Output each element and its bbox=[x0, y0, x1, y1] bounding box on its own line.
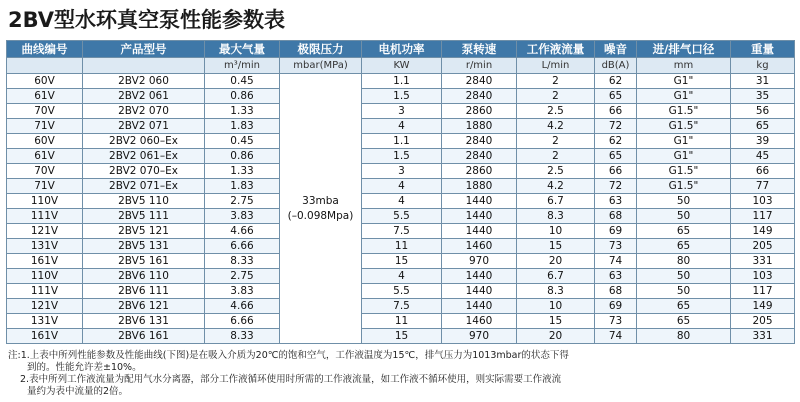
header-cell: 噪音 bbox=[595, 41, 637, 58]
weight-cell: 205 bbox=[731, 239, 795, 254]
port-size-cell: 65 bbox=[637, 314, 731, 329]
performance-table bbox=[6, 40, 795, 344]
pump-speed-cell: 2840 bbox=[442, 89, 517, 104]
model-cell: 2BV2 070 bbox=[83, 104, 205, 119]
table-row bbox=[7, 209, 795, 224]
port-size-cell: 50 bbox=[637, 194, 731, 209]
noise-cell: 65 bbox=[595, 89, 637, 104]
max-airflow-cell: 3.83 bbox=[205, 284, 280, 299]
max-airflow-cell: 1.33 bbox=[205, 104, 280, 119]
pump-speed-cell: 2840 bbox=[442, 134, 517, 149]
port-size-cell: G1" bbox=[637, 149, 731, 164]
pump-speed-cell: 2840 bbox=[442, 149, 517, 164]
curve-id-cell: 60V bbox=[7, 134, 83, 149]
pump-speed-cell: 1440 bbox=[442, 209, 517, 224]
curve-id-cell: 161V bbox=[7, 329, 83, 344]
header-cell: 最大气量 bbox=[205, 41, 280, 58]
port-size-cell: 50 bbox=[637, 209, 731, 224]
motor-power-cell: 3 bbox=[362, 104, 442, 119]
max-airflow-cell: 3.83 bbox=[205, 209, 280, 224]
motor-power-cell: 15 bbox=[362, 254, 442, 269]
pump-speed-cell: 1440 bbox=[442, 284, 517, 299]
weight-cell: 77 bbox=[731, 179, 795, 194]
model-cell: 2BV5 111 bbox=[83, 209, 205, 224]
noise-cell: 73 bbox=[595, 239, 637, 254]
noise-cell: 69 bbox=[595, 224, 637, 239]
weight-cell: 205 bbox=[731, 314, 795, 329]
motor-power-cell: 4 bbox=[362, 194, 442, 209]
model-cell: 2BV5 110 bbox=[83, 194, 205, 209]
liquid-flow-cell: 2 bbox=[517, 89, 595, 104]
port-size-cell: 65 bbox=[637, 224, 731, 239]
liquid-flow-cell: 10 bbox=[517, 224, 595, 239]
table-row bbox=[7, 134, 795, 149]
noise-cell: 68 bbox=[595, 209, 637, 224]
table-row bbox=[7, 284, 795, 299]
motor-power-cell: 15 bbox=[362, 329, 442, 344]
header-cell: 进/排气口径 bbox=[637, 41, 731, 58]
unit-cell bbox=[83, 58, 205, 74]
header-row bbox=[7, 41, 795, 58]
table-row bbox=[7, 149, 795, 164]
liquid-flow-cell: 15 bbox=[517, 239, 595, 254]
liquid-flow-cell: 6.7 bbox=[517, 269, 595, 284]
model-cell: 2BV5 131 bbox=[83, 239, 205, 254]
motor-power-cell: 4 bbox=[362, 179, 442, 194]
port-size-cell: G1" bbox=[637, 74, 731, 89]
pump-speed-cell: 1440 bbox=[442, 224, 517, 239]
table-row bbox=[7, 269, 795, 284]
curve-id-cell: 121V bbox=[7, 224, 83, 239]
noise-cell: 73 bbox=[595, 314, 637, 329]
motor-power-cell: 4 bbox=[362, 119, 442, 134]
liquid-flow-cell: 4.2 bbox=[517, 119, 595, 134]
curve-id-cell: 110V bbox=[7, 194, 83, 209]
model-cell: 2BV6 121 bbox=[83, 299, 205, 314]
max-airflow-cell: 4.66 bbox=[205, 224, 280, 239]
liquid-flow-cell: 2 bbox=[517, 134, 595, 149]
header-cell: 工作液流量 bbox=[517, 41, 595, 58]
curve-id-cell: 71V bbox=[7, 119, 83, 134]
weight-cell: 45 bbox=[731, 149, 795, 164]
noise-cell: 69 bbox=[595, 299, 637, 314]
table-row bbox=[7, 89, 795, 104]
liquid-flow-cell: 20 bbox=[517, 329, 595, 344]
unit-cell: r/min bbox=[442, 58, 517, 74]
table-row bbox=[7, 194, 795, 209]
table-row bbox=[7, 299, 795, 314]
weight-cell: 149 bbox=[731, 224, 795, 239]
weight-cell: 117 bbox=[731, 284, 795, 299]
page-title: 2BV型水环真空泵性能参数表 bbox=[8, 8, 286, 32]
motor-power-cell: 11 bbox=[362, 314, 442, 329]
noise-cell: 65 bbox=[595, 149, 637, 164]
noise-cell: 72 bbox=[595, 179, 637, 194]
model-cell: 2BV2 061–Ex bbox=[83, 149, 205, 164]
pump-speed-cell: 970 bbox=[442, 329, 517, 344]
motor-power-cell: 11 bbox=[362, 239, 442, 254]
curve-id-cell: 70V bbox=[7, 104, 83, 119]
unit-cell: mbar(MPa) bbox=[280, 58, 362, 74]
pressure-mpa: (–0.098Mpa) bbox=[287, 209, 354, 222]
table-row bbox=[7, 164, 795, 179]
curve-id-cell: 131V bbox=[7, 314, 83, 329]
max-airflow-cell: 0.45 bbox=[205, 134, 280, 149]
curve-id-cell: 110V bbox=[7, 269, 83, 284]
weight-cell: 39 bbox=[731, 134, 795, 149]
weight-cell: 31 bbox=[731, 74, 795, 89]
note-1-cont: 到的。性能允许差±10%。 bbox=[27, 362, 142, 373]
noise-cell: 63 bbox=[595, 269, 637, 284]
model-cell: 2BV2 060–Ex bbox=[83, 134, 205, 149]
unit-cell: L/min bbox=[517, 58, 595, 74]
curve-id-cell: 60V bbox=[7, 74, 83, 89]
liquid-flow-cell: 2.5 bbox=[517, 164, 595, 179]
table-row bbox=[7, 74, 795, 89]
noise-cell: 62 bbox=[595, 74, 637, 89]
max-airflow-cell: 8.33 bbox=[205, 254, 280, 269]
max-airflow-cell: 0.86 bbox=[205, 149, 280, 164]
weight-cell: 149 bbox=[731, 299, 795, 314]
pump-speed-cell: 1460 bbox=[442, 314, 517, 329]
unit-cell bbox=[7, 58, 83, 74]
model-cell: 2BV2 061 bbox=[83, 89, 205, 104]
liquid-flow-cell: 20 bbox=[517, 254, 595, 269]
pressure-value: 33mba bbox=[302, 194, 339, 207]
pump-speed-cell: 1440 bbox=[442, 269, 517, 284]
motor-power-cell: 5.5 bbox=[362, 284, 442, 299]
table-row bbox=[7, 239, 795, 254]
pump-speed-cell: 2840 bbox=[442, 74, 517, 89]
footnotes bbox=[8, 350, 788, 398]
noise-cell: 66 bbox=[595, 104, 637, 119]
noise-cell: 63 bbox=[595, 194, 637, 209]
motor-power-cell: 7.5 bbox=[362, 224, 442, 239]
port-size-cell: G1.5" bbox=[637, 179, 731, 194]
pump-speed-cell: 2860 bbox=[442, 164, 517, 179]
curve-id-cell: 71V bbox=[7, 179, 83, 194]
unit-cell: kg bbox=[731, 58, 795, 74]
max-airflow-cell: 8.33 bbox=[205, 329, 280, 344]
curve-id-cell: 121V bbox=[7, 299, 83, 314]
note-2-cont: 量约为表中流量的2倍。 bbox=[27, 386, 129, 397]
header-cell: 极限压力 bbox=[280, 41, 362, 58]
table-row bbox=[7, 119, 795, 134]
port-size-cell: 50 bbox=[637, 269, 731, 284]
table-row bbox=[7, 254, 795, 269]
curve-id-cell: 111V bbox=[7, 209, 83, 224]
noise-cell: 74 bbox=[595, 254, 637, 269]
unit-cell: mm bbox=[637, 58, 731, 74]
weight-cell: 65 bbox=[731, 119, 795, 134]
curve-id-cell: 61V bbox=[7, 149, 83, 164]
curve-id-cell: 111V bbox=[7, 284, 83, 299]
port-size-cell: G1.5" bbox=[637, 164, 731, 179]
motor-power-cell: 1.5 bbox=[362, 89, 442, 104]
ultimate-pressure-cell bbox=[280, 74, 362, 344]
max-airflow-cell: 2.75 bbox=[205, 194, 280, 209]
table-row bbox=[7, 314, 795, 329]
header-cell: 泵转速 bbox=[442, 41, 517, 58]
model-cell: 2BV6 111 bbox=[83, 284, 205, 299]
motor-power-cell: 1.1 bbox=[362, 134, 442, 149]
liquid-flow-cell: 2 bbox=[517, 74, 595, 89]
model-cell: 2BV2 060 bbox=[83, 74, 205, 89]
model-cell: 2BV2 071–Ex bbox=[83, 179, 205, 194]
noise-cell: 74 bbox=[595, 329, 637, 344]
unit-cell: dB(A) bbox=[595, 58, 637, 74]
liquid-flow-cell: 2.5 bbox=[517, 104, 595, 119]
pump-speed-cell: 970 bbox=[442, 254, 517, 269]
port-size-cell: 80 bbox=[637, 329, 731, 344]
curve-id-cell: 61V bbox=[7, 89, 83, 104]
max-airflow-cell: 6.66 bbox=[205, 314, 280, 329]
weight-cell: 56 bbox=[731, 104, 795, 119]
model-cell: 2BV2 071 bbox=[83, 119, 205, 134]
pump-speed-cell: 1440 bbox=[442, 299, 517, 314]
units-row bbox=[7, 58, 795, 74]
weight-cell: 66 bbox=[731, 164, 795, 179]
motor-power-cell: 7.5 bbox=[362, 299, 442, 314]
noise-cell: 72 bbox=[595, 119, 637, 134]
header-cell: 电机功率 bbox=[362, 41, 442, 58]
max-airflow-cell: 6.66 bbox=[205, 239, 280, 254]
port-size-cell: 50 bbox=[637, 284, 731, 299]
port-size-cell: 80 bbox=[637, 254, 731, 269]
curve-id-cell: 131V bbox=[7, 239, 83, 254]
port-size-cell: 65 bbox=[637, 299, 731, 314]
model-cell: 2BV2 070–Ex bbox=[83, 164, 205, 179]
table-row bbox=[7, 224, 795, 239]
model-cell: 2BV5 161 bbox=[83, 254, 205, 269]
header-cell: 重量 bbox=[731, 41, 795, 58]
noise-cell: 62 bbox=[595, 134, 637, 149]
max-airflow-cell: 4.66 bbox=[205, 299, 280, 314]
note-2: 2.表中所列工作液流量为配用气水分离器，部分工作液循环使用时所需的工作液流量，如工作液不循环使用，则实际需要工作液流 bbox=[20, 374, 562, 385]
liquid-flow-cell: 10 bbox=[517, 299, 595, 314]
noise-cell: 68 bbox=[595, 284, 637, 299]
weight-cell: 331 bbox=[731, 254, 795, 269]
model-cell: 2BV6 110 bbox=[83, 269, 205, 284]
max-airflow-cell: 1.83 bbox=[205, 119, 280, 134]
motor-power-cell: 4 bbox=[362, 269, 442, 284]
liquid-flow-cell: 15 bbox=[517, 314, 595, 329]
curve-id-cell: 161V bbox=[7, 254, 83, 269]
note-1: 注:1.上表中所列性能参数及性能曲线(下图)是在吸入介质为20℃的饱和空气，工作液温度为15℃，排气压力为1013mbar的状态下得 bbox=[8, 350, 569, 361]
liquid-flow-cell: 8.3 bbox=[517, 209, 595, 224]
motor-power-cell: 1.5 bbox=[362, 149, 442, 164]
unit-cell: m³/min bbox=[205, 58, 280, 74]
motor-power-cell: 3 bbox=[362, 164, 442, 179]
port-size-cell: G1.5" bbox=[637, 119, 731, 134]
table-row bbox=[7, 104, 795, 119]
unit-cell: KW bbox=[362, 58, 442, 74]
pump-speed-cell: 1440 bbox=[442, 194, 517, 209]
noise-cell: 66 bbox=[595, 164, 637, 179]
pump-speed-cell: 2860 bbox=[442, 104, 517, 119]
liquid-flow-cell: 2 bbox=[517, 149, 595, 164]
model-cell: 2BV6 131 bbox=[83, 314, 205, 329]
max-airflow-cell: 0.86 bbox=[205, 89, 280, 104]
weight-cell: 35 bbox=[731, 89, 795, 104]
weight-cell: 103 bbox=[731, 194, 795, 209]
table-row bbox=[7, 329, 795, 344]
liquid-flow-cell: 8.3 bbox=[517, 284, 595, 299]
max-airflow-cell: 1.33 bbox=[205, 164, 280, 179]
table-row bbox=[7, 179, 795, 194]
weight-cell: 331 bbox=[731, 329, 795, 344]
pump-speed-cell: 1880 bbox=[442, 119, 517, 134]
header-cell: 产品型号 bbox=[83, 41, 205, 58]
weight-cell: 117 bbox=[731, 209, 795, 224]
model-cell: 2BV6 161 bbox=[83, 329, 205, 344]
liquid-flow-cell: 6.7 bbox=[517, 194, 595, 209]
port-size-cell: G1" bbox=[637, 134, 731, 149]
max-airflow-cell: 1.83 bbox=[205, 179, 280, 194]
pump-speed-cell: 1460 bbox=[442, 239, 517, 254]
header-cell: 曲线编号 bbox=[7, 41, 83, 58]
motor-power-cell: 5.5 bbox=[362, 209, 442, 224]
port-size-cell: G1" bbox=[637, 89, 731, 104]
port-size-cell: G1.5" bbox=[637, 104, 731, 119]
max-airflow-cell: 2.75 bbox=[205, 269, 280, 284]
weight-cell: 103 bbox=[731, 269, 795, 284]
liquid-flow-cell: 4.2 bbox=[517, 179, 595, 194]
max-airflow-cell: 0.45 bbox=[205, 74, 280, 89]
port-size-cell: 65 bbox=[637, 239, 731, 254]
motor-power-cell: 1.1 bbox=[362, 74, 442, 89]
curve-id-cell: 70V bbox=[7, 164, 83, 179]
model-cell: 2BV5 121 bbox=[83, 224, 205, 239]
pump-speed-cell: 1880 bbox=[442, 179, 517, 194]
